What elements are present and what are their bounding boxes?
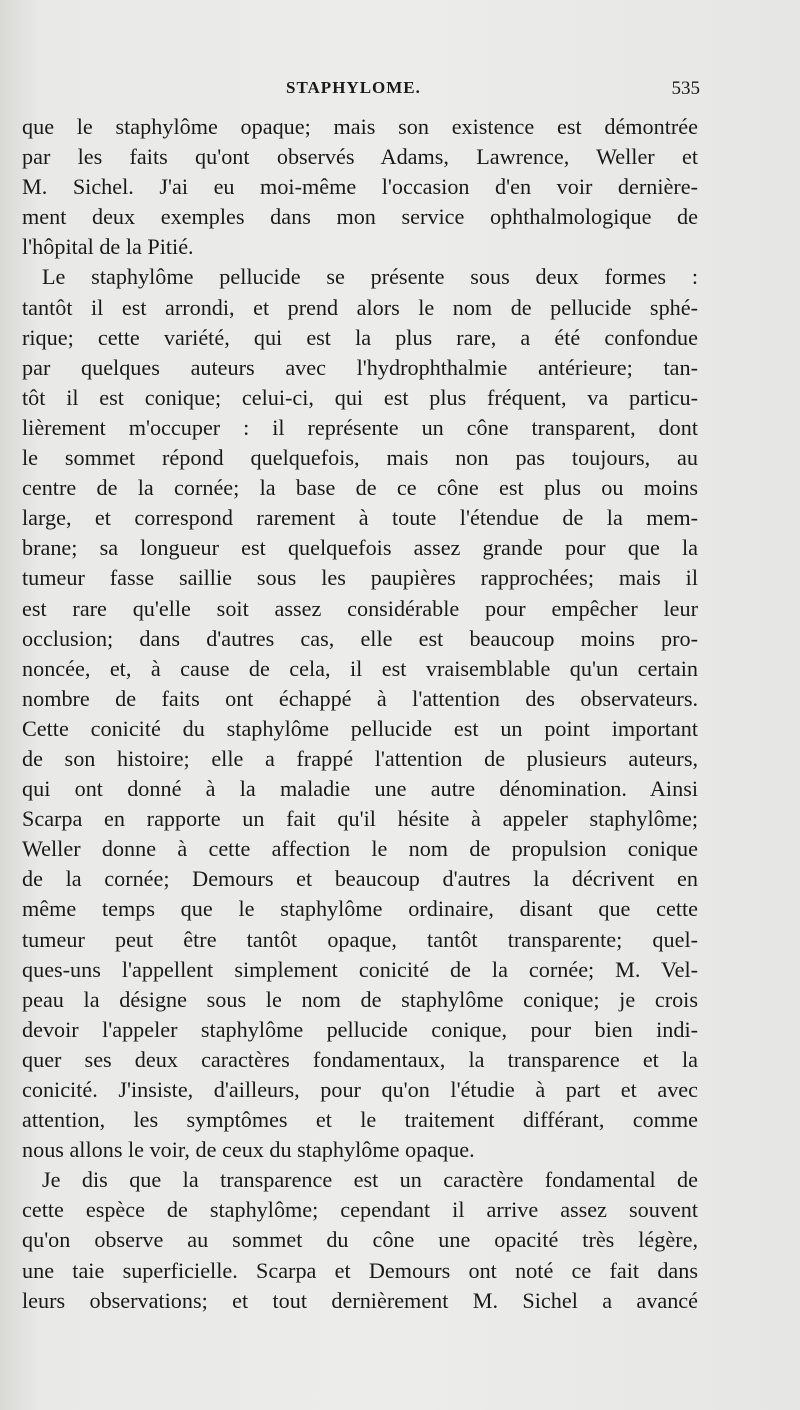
text-line: Cette conicité du staphylôme pellucide est un point important	[22, 715, 698, 741]
text-line: peau la désigne sous le nom de staphylôme conique; je crois	[22, 986, 698, 1012]
text-line: Le staphylôme pellucide se présente sous deux formes :	[42, 264, 698, 290]
text-line: même temps que le staphylôme ordinaire, disant que cette	[22, 896, 698, 922]
text-line: tantôt il est arrondi, et prend alors le nom de pellucide sphé-	[22, 294, 698, 320]
text-line: Weller donne à cette affection le nom de propulsion conique	[22, 836, 698, 862]
text-line: brane; sa longueur est quelquefois assez grande pour que la	[22, 535, 698, 561]
text-line: noncée, et, à cause de cela, il est vraisemblable qu'un certain	[22, 655, 698, 681]
text-line: cette espèce de staphylôme; cependant il arrive assez souvent	[22, 1197, 698, 1223]
text-line: le sommet répond quelquefois, mais non pas toujours, au	[22, 445, 698, 471]
text-line: nombre de faits ont échappé à l'attention des observateurs.	[22, 685, 698, 711]
text-line: tumeur peut être tantôt opaque, tantôt transparente; quel-	[22, 926, 698, 952]
text-line: Scarpa en rapporte un fait qu'il hésite à appeler staphylôme;	[22, 806, 698, 832]
text-line: ques-uns l'appellent simplement conicité de la cornée; M. Vel-	[22, 956, 698, 982]
text-line: Je dis que la transparence est un caractère fondamental de	[42, 1167, 698, 1193]
text-line: est rare qu'elle soit assez considérable pour empêcher leur	[22, 595, 698, 621]
text-line: l'hôpital de la Pitié.	[22, 234, 194, 260]
text-line: une taie superficielle. Scarpa et Demours ont noté ce fait dans	[22, 1257, 698, 1283]
page-header	[286, 78, 700, 104]
text-line: tumeur fasse saillie sous les paupières rapprochées; mais il	[22, 565, 698, 591]
text-line: de son histoire; elle a frappé l'attention de plusieurs auteurs,	[22, 745, 698, 771]
text-line: tôt il est conique; celui-ci, qui est plus fréquent, va particu-	[22, 384, 698, 410]
text-line: qu'on observe au sommet du cône une opacité très légère,	[22, 1227, 698, 1253]
text-line: devoir l'appeler staphylôme pellucide conique, pour bien indi-	[22, 1016, 698, 1042]
text-line: ment deux exemples dans mon service ophthalmologique de	[22, 204, 698, 230]
text-line: attention, les symptômes et le traitement différant, comme	[22, 1107, 698, 1133]
text-line: nous allons le voir, de ceux du staphylôme opaque.	[22, 1137, 475, 1163]
running-title: STAPHYLOME.	[286, 78, 421, 97]
text-line: occlusion; dans d'autres cas, elle est beaucoup moins pro-	[22, 625, 698, 651]
text-line: centre de la cornée; la base de ce cône est plus ou moins	[22, 475, 698, 501]
text-line: large, et correspond rarement à toute l'étendue de la mem-	[22, 505, 698, 531]
text-line: par quelques auteurs avec l'hydrophthalmie antérieure; tan-	[22, 354, 698, 380]
text-line: qui ont donné à la maladie une autre dénomination. Ainsi	[22, 776, 698, 802]
text-line: par les faits qu'ont observés Adams, Lawrence, Weller et	[22, 144, 698, 170]
text-line: de la cornée; Demours et beaucoup d'autres la décrivent en	[22, 866, 698, 892]
page-number: 535	[671, 78, 700, 99]
text-line: rique; cette variété, qui est la plus rare, a été confondue	[22, 324, 698, 350]
body-text	[22, 112, 698, 1316]
text-line: quer ses deux caractères fondamentaux, la transparence et la	[22, 1046, 698, 1072]
text-line: que le staphylôme opaque; mais son existence est démontrée	[22, 114, 698, 139]
text-line: lièrement m'occuper : il représente un cône transparent, dont	[22, 414, 698, 440]
text-line: leurs observations; et tout dernièrement M. Sichel a avancé	[22, 1287, 698, 1313]
text-line: conicité. J'insiste, d'ailleurs, pour qu'on l'étudie à part et avec	[22, 1077, 698, 1102]
text-line: M. Sichel. J'ai eu moi-même l'occasion d'en voir dernière-	[22, 174, 698, 200]
